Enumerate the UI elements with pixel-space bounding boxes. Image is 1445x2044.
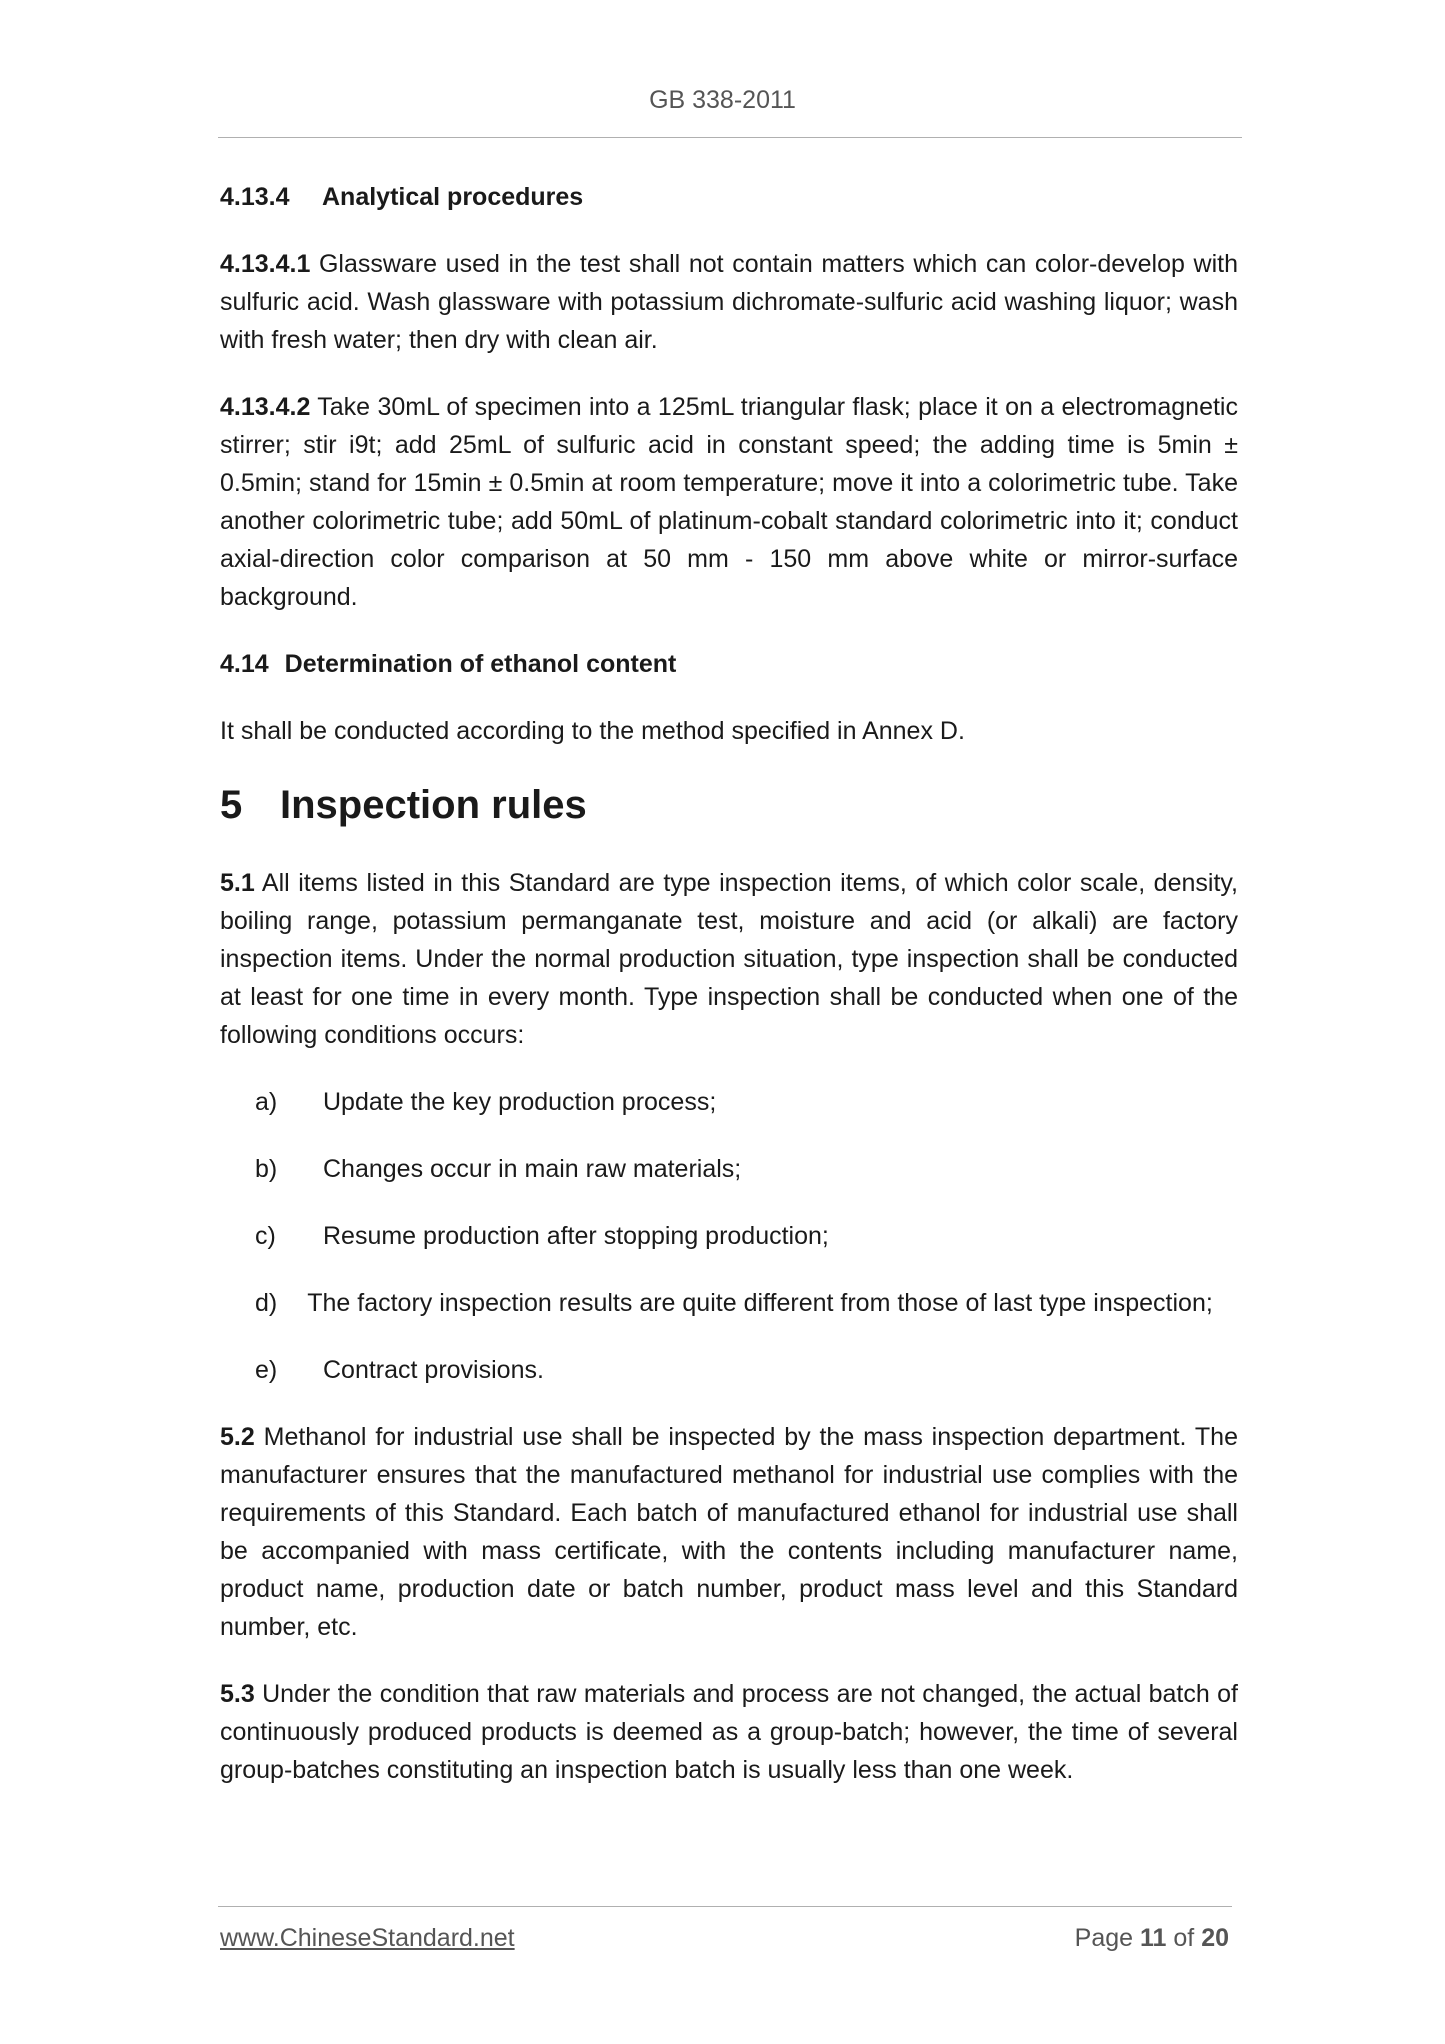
heading-number: 4.14 bbox=[220, 650, 269, 678]
heading-title: Determination of ethanol content bbox=[284, 650, 677, 678]
paragraph-5-2 bbox=[220, 1418, 1238, 1646]
clause-number: 4.13.4.1 bbox=[220, 250, 311, 278]
footer-divider bbox=[218, 1906, 1232, 1907]
heading-number: 5 bbox=[220, 783, 243, 827]
heading-4-14 bbox=[220, 645, 1238, 683]
page-content bbox=[220, 178, 1238, 1818]
paragraph-5-1 bbox=[220, 864, 1238, 1054]
clause-text: Glassware used in the test shall not contain matters which can color-develop with sulfuric acid. Wash glassware with potassium dichromate-sulfuric acid washing liquor; wash with fresh water; then dry with clean air. bbox=[220, 250, 1238, 354]
list-item-label: d) bbox=[255, 1289, 278, 1317]
clause-number: 4.13.4.2 bbox=[220, 393, 311, 421]
website-link[interactable]: www.ChineseStandard.net bbox=[220, 1924, 515, 1952]
current-page-number: 11 bbox=[1139, 1924, 1167, 1952]
list-item bbox=[255, 1217, 1238, 1255]
list-item-text: Update the key production process; bbox=[323, 1088, 717, 1116]
list-item-text: Changes occur in main raw materials; bbox=[323, 1155, 742, 1183]
page-indicator bbox=[1075, 1924, 1229, 1953]
of-word: of bbox=[1173, 1924, 1195, 1952]
heading-title: Analytical procedures bbox=[322, 183, 584, 211]
conditions-list bbox=[255, 1083, 1238, 1389]
clause-number: 5.3 bbox=[220, 1680, 255, 1708]
clause-number: 5.2 bbox=[220, 1423, 255, 1451]
paragraph-5-3 bbox=[220, 1675, 1238, 1789]
clause-text: All items listed in this Standard are type inspection items, of which color scale, density, boiling range, potassium permanganate test, moisture and acid (or alkali) are factory inspection items. Under the normal production situation, type inspection shall be conducted at least for one time in every month. Type inspection shall be conducted when one of the following conditions occurs: bbox=[220, 869, 1238, 1049]
list-item-label: a) bbox=[255, 1088, 278, 1116]
list-item bbox=[255, 1083, 1238, 1121]
heading-number: 4.13.4 bbox=[220, 183, 290, 211]
list-item-label: b) bbox=[255, 1155, 278, 1183]
list-item bbox=[255, 1351, 1238, 1389]
list-item-label: e) bbox=[255, 1356, 278, 1384]
clause-text: Methanol for industrial use shall be inspected by the mass inspection department. The manufacturer ensures that the manufactured methanol for industrial use complies with the requirements of this Standard. Each batch of manufactured ethanol for industrial use shall be accompanied with mass certificate, with the contents including manufacturer name, product name, production date or batch number, product mass level and this Standard number, etc. bbox=[220, 1423, 1238, 1641]
heading-5 bbox=[220, 779, 1238, 831]
heading-4-13-4 bbox=[220, 178, 1238, 216]
paragraph-4-14: It shall be conducted according to the method specified in Annex D. bbox=[220, 717, 965, 745]
clause-number: 5.1 bbox=[220, 869, 255, 897]
document-code-header: GB 338-2011 bbox=[649, 86, 796, 114]
list-item-label: c) bbox=[255, 1222, 276, 1250]
paragraph-4-13-4-2 bbox=[220, 388, 1238, 616]
clause-text: Take 30mL of specimen into a 125mL triangular flask; place it on a electromagnetic stirrer; stir i9t; add 25mL of sulfuric acid in constant speed; the adding time is 5min ± 0.5min; stand for 15min ± 0.5min at room temperature; move it into a colorimetric tube. Take another colorimetric tube; add 50mL of platinum-cobalt standard colorimetric into it; conduct axial-direction color comparison at 50 mm - 150 mm above white or mirror-surface background. bbox=[220, 393, 1238, 611]
heading-title: Inspection rules bbox=[280, 783, 587, 827]
list-item bbox=[255, 1150, 1238, 1188]
list-item-text: The factory inspection results are quite different from those of last type inspection; bbox=[307, 1289, 1213, 1317]
header-divider bbox=[218, 137, 1242, 138]
paragraph-4-13-4-1 bbox=[220, 245, 1238, 359]
list-item bbox=[255, 1284, 1238, 1322]
list-item-text: Contract provisions. bbox=[323, 1356, 544, 1384]
page-word: Page bbox=[1074, 1924, 1134, 1952]
list-item-text: Resume production after stopping production; bbox=[323, 1222, 829, 1250]
total-pages-number: 20 bbox=[1201, 1924, 1229, 1952]
clause-text: Under the condition that raw materials and process are not changed, the actual batch of continuously produced products is deemed as a group-batch; however, the time of several group-batches constituting an inspection batch is usually less than one week. bbox=[220, 1680, 1238, 1784]
